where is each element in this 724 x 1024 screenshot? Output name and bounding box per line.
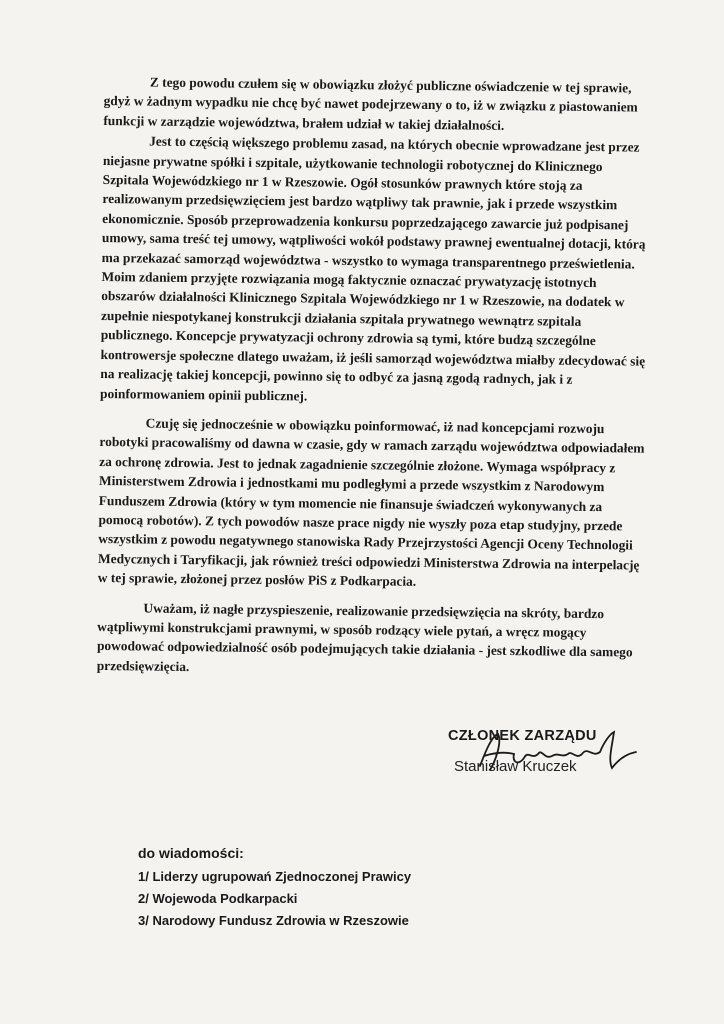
cc-heading: do wiadomości: <box>138 845 244 861</box>
paragraph-2: Jest to częścią większego problemu zasad, na których obecnie wprowadzane jest przez niejasne prywatne spółki i szpitale, użytkowanie technologii robotycznej do Klinicznego Szpitala Wojewódzkiego nr 1 w Rzeszowie. Ogół stosunków prawnych które stoją za realizowanym przedsięwzięciem jest bardzo wątpliwy tak prawnie, jak i przede wszystkim ekonomicznie. Sposób przeprowadzenia konkursu poprzedzającego zawarcie już podpisanej umowy, sama treść tej umowy, wątpliwości wokół podstawy prawnej ewentualnej dotacji, którą ma przekazać samorząd województwa - wszystko to wymaga transparentnego prześwietlenia. Moim zdaniem przyjęte rozwiązania mogą faktycznie oznaczać prywatyzację istotnych obszarów działalności Klinicznego Szpitala Wojewódzkiego nr 1 w Rzeszowie, na dodatek w zupełnie niespotykanej konstrukcji działania szpitala prywatnego wewnątrz szpitala publicznego. Koncepcje prywatyzacji ochrony zdrowia są tymi, które budzą szczególne kontrowersje społeczne dlatego uważam, iż jeśli samorząd województwa miałby zdecydować się na realizację takiej koncepcji, powinno się to odbyć za jasną zgodą radnych, jak i z poinformowaniem opinii publicznej. <box>99 133 646 404</box>
cc-item: 2/ Wojewoda Podkarpacki <box>138 891 298 906</box>
handwritten-signature <box>472 730 642 774</box>
cc-item: 3/ Narodowy Fundusz Zdrowia w Rzeszowie <box>138 913 409 928</box>
signature-block <box>448 728 648 775</box>
signatory-name: Stanisław Kruczek <box>454 758 577 775</box>
letter-body <box>97 72 652 683</box>
signatory-title: CZŁONEK ZARZĄDU <box>448 728 597 744</box>
paragraph-4: Uważam, iż nagłe przyspieszenie, realizowanie przedsięwzięcia na skróty, bardzo wątpliwymi konstrukcjami prawnymi, w sposób rodzący wiele pytań, a wręcz mogący powodować odpowiedzialność osób podejmujących takie działania - jest szkodliwe dla samego przedsięwzięcia. <box>96 600 633 674</box>
paragraph-3: Czuję się jednocześnie w obowiązku poinformować, iż nad koncepcjami rozwoju robotyki pracowaliśmy od dawna w czasie, gdy w ramach zarządu województwa odpowiadałem za ochronę zdrowia. Jest to jednak zagadnienie szczególnie złożone. Wymaga współpracy z Ministerstwem Zdrowia i jednostkami mu podległymi a przede wszystkim z Narodowym Funduszem Zdrowia (który w tym momencie nie finansuje świadczeń wykonywanych za pomocą robotów). Z tych powodów nasze prace nigdy nie wyszły poza etap studyjny, przede wszystkim z powodu negatywnego stanowiska Rady Przejrzystości Agencji Oceny Technologii Medycznych i Taryfikacji, jak również treści odpowiedzi Ministerstwa Zdrowia na interpelację w tej sprawie, złożonej przez posłów PiS z Podkarpacia. <box>97 415 645 590</box>
paragraph-1: Z tego powodu czułem się w obowiązku złożyć publiczne oświadczenie w tej sprawie, gdyż w żadnym wypadku nie chcę być nawet podejrzewany o to, iż w związku z piastowaniem funkcji w zarządzie województwa, brałem udział w takiej działalności. <box>103 74 638 133</box>
cc-item: 1/ Liderzy ugrupowań Zjednoczonej Prawicy <box>138 869 412 884</box>
cc-list <box>138 842 411 932</box>
